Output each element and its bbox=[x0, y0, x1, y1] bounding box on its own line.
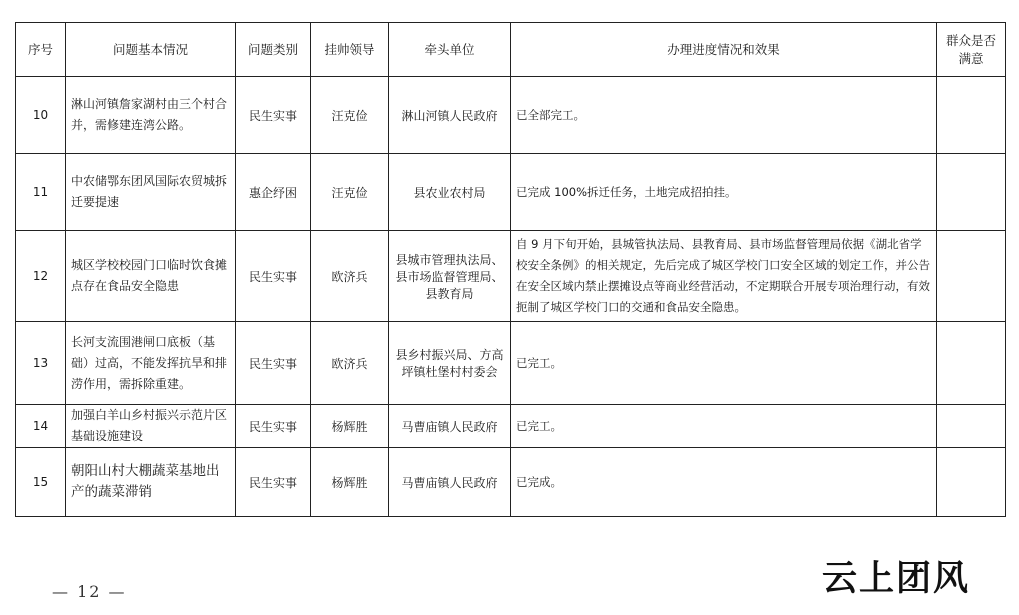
cell-leader: 欧济兵 bbox=[311, 322, 389, 405]
cell-leader: 杨辉胜 bbox=[311, 448, 389, 517]
issues-table bbox=[15, 22, 1006, 517]
cell-issue: 长河支流围港闸口底板（基础）过高，不能发挥抗旱和排涝作用，需拆除重建。 bbox=[66, 322, 236, 405]
cell-no: 10 bbox=[16, 77, 66, 154]
header-issue: 问题基本情况 bbox=[66, 23, 236, 77]
cell-unit: 县乡村振兴局、方高坪镇杜堡村村委会 bbox=[389, 322, 511, 405]
table-row bbox=[16, 405, 1006, 448]
cell-unit: 马曹庙镇人民政府 bbox=[389, 405, 511, 448]
cell-issue: 城区学校校园门口临时饮食摊点存在食品安全隐患 bbox=[66, 231, 236, 322]
header-progress: 办理进度情况和效果 bbox=[511, 23, 937, 77]
table-header-row bbox=[16, 23, 1006, 77]
cell-no: 13 bbox=[16, 322, 66, 405]
table-row bbox=[16, 448, 1006, 517]
cell-category: 民生实事 bbox=[236, 322, 311, 405]
cell-unit: 淋山河镇人民政府 bbox=[389, 77, 511, 154]
watermark-logo: 云上团风 bbox=[822, 558, 971, 599]
table-row bbox=[16, 231, 1006, 322]
cell-unit: 县城市管理执法局、县市场监督管理局、县教育局 bbox=[389, 231, 511, 322]
cell-satisfied bbox=[937, 322, 1006, 405]
cell-satisfied bbox=[937, 231, 1006, 322]
cell-no: 15 bbox=[16, 448, 66, 517]
header-leader: 挂帅领导 bbox=[311, 23, 389, 77]
cell-leader: 汪克俭 bbox=[311, 77, 389, 154]
cell-progress: 已完成 100%拆迁任务，土地完成招拍挂。 bbox=[511, 154, 937, 231]
cell-progress: 已完工。 bbox=[511, 405, 937, 448]
cell-category: 民生实事 bbox=[236, 448, 311, 517]
cell-progress: 自 9 月下旬开始，县城管执法局、县教育局、县市场监督管理局依据《湖北省学校安全条例》的相关规定，先后完成了城区学校门口安全区域的划定工作，并公告在安全区域内禁止摆摊设点等商业经营活动，不定期联合开展专项治理行动，有效扼制了城区学校门口的交通和食品安全隐患。 bbox=[511, 231, 937, 322]
cell-unit: 县农业农村局 bbox=[389, 154, 511, 231]
cell-issue: 中农储鄂东团风国际农贸城拆迁要提速 bbox=[66, 154, 236, 231]
cell-issue: 朝阳山村大棚蔬菜基地出产的蔬菜滞销 bbox=[66, 448, 236, 517]
cell-category: 民生实事 bbox=[236, 405, 311, 448]
cell-satisfied bbox=[937, 405, 1006, 448]
cell-category: 惠企纾困 bbox=[236, 154, 311, 231]
cell-category: 民生实事 bbox=[236, 231, 311, 322]
cell-progress: 已完工。 bbox=[511, 322, 937, 405]
cell-progress: 已全部完工。 bbox=[511, 77, 937, 154]
cell-satisfied bbox=[937, 77, 1006, 154]
cell-no: 14 bbox=[16, 405, 66, 448]
page-number: — 12 — bbox=[52, 582, 127, 601]
cell-leader: 杨辉胜 bbox=[311, 405, 389, 448]
cell-satisfied bbox=[937, 154, 1006, 231]
cell-issue: 加强白羊山乡村振兴示范片区基础设施建设 bbox=[66, 405, 236, 448]
cell-leader: 汪克俭 bbox=[311, 154, 389, 231]
cell-category: 民生实事 bbox=[236, 77, 311, 154]
cell-no: 11 bbox=[16, 154, 66, 231]
header-satisfied: 群众是否满意 bbox=[937, 23, 1006, 77]
cell-leader: 欧济兵 bbox=[311, 231, 389, 322]
header-unit: 牵头单位 bbox=[389, 23, 511, 77]
table-row bbox=[16, 77, 1006, 154]
cell-progress: 已完成。 bbox=[511, 448, 937, 517]
cell-unit: 马曹庙镇人民政府 bbox=[389, 448, 511, 517]
cell-issue: 淋山河镇詹家湖村由三个村合并，需修建连湾公路。 bbox=[66, 77, 236, 154]
header-category: 问题类别 bbox=[236, 23, 311, 77]
table-row bbox=[16, 322, 1006, 405]
table-row bbox=[16, 154, 1006, 231]
header-no: 序号 bbox=[16, 23, 66, 77]
cell-no: 12 bbox=[16, 231, 66, 322]
cell-satisfied bbox=[937, 448, 1006, 517]
